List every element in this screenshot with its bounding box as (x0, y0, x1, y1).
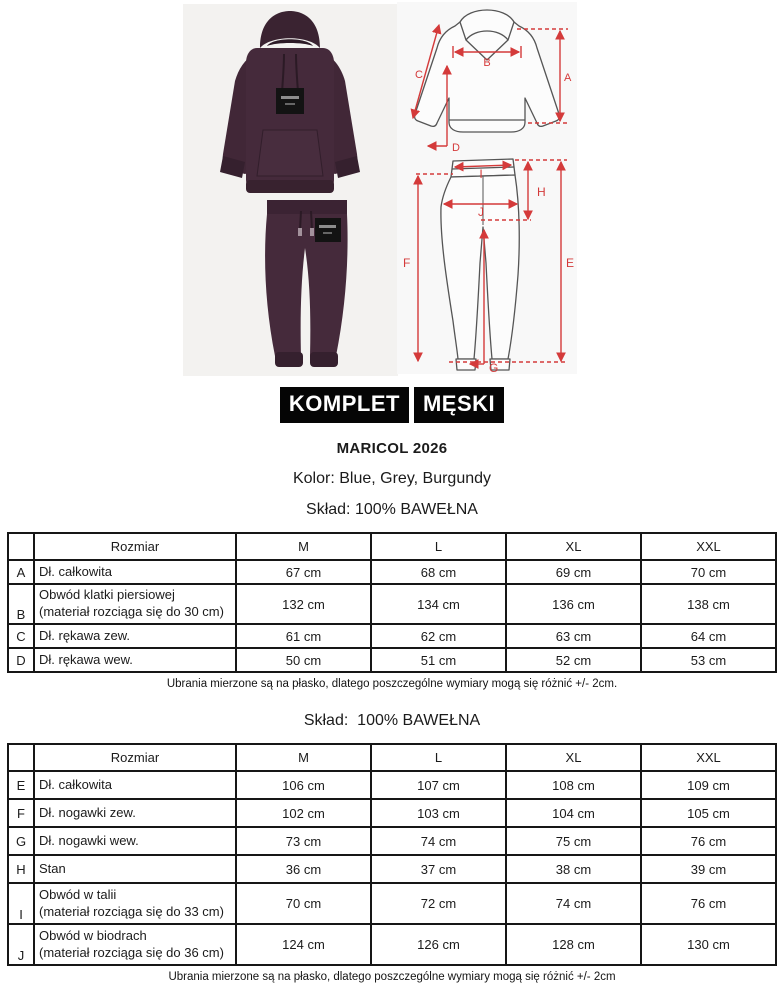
row-value: 39 cm (641, 855, 776, 883)
table-row (8, 648, 776, 672)
row-label: Dł. całkowita (34, 771, 236, 799)
row-value: 126 cm (371, 924, 506, 965)
table-row (8, 924, 776, 965)
row-label: Stan (34, 855, 236, 883)
measurement-note-pants: Ubrania mierzone są na płasko, dlatego poszczególne wymiary mogą się różnić +/- 2cm (168, 971, 616, 983)
row-value: 64 cm (641, 624, 776, 648)
row-value: 104 cm (506, 799, 641, 827)
header-col-l: L (371, 744, 506, 771)
table-header-row (8, 533, 776, 560)
hoodie-measurement-diagram (397, 2, 577, 153)
row-value: 68 cm (371, 560, 506, 584)
row-value: 62 cm (371, 624, 506, 648)
diagram-label-e: E (566, 256, 575, 270)
header-empty-cell (8, 744, 34, 771)
row-label-line1: Obwód klatki piersiowej (39, 587, 175, 603)
row-value: 53 cm (641, 648, 776, 672)
header-col-xl: XL (506, 533, 641, 560)
row-value: 52 cm (506, 648, 641, 672)
measurement-diagrams (397, 2, 577, 374)
composition-hoodie: Skład: 100% BAWEŁNA (306, 501, 478, 518)
row-label: Dł. rękawa zew. (34, 624, 236, 648)
title-word-meski: MĘSKI (414, 387, 504, 423)
composition-pants: Skład: 100% BAWEŁNA (303, 712, 481, 729)
row-label (34, 924, 236, 965)
row-value: 37 cm (371, 855, 506, 883)
row-label-line1: Obwód w talii (39, 886, 117, 902)
product-photo (183, 4, 398, 376)
diagram-label-j: J (478, 205, 484, 219)
row-key: A (8, 560, 34, 584)
header-col-m: M (236, 533, 371, 560)
header-col-xl: XL (506, 744, 641, 771)
row-value: 76 cm (641, 827, 776, 855)
table-row (8, 827, 776, 855)
row-key: F (8, 799, 34, 827)
row-value: 74 cm (506, 883, 641, 924)
color-options: Kolor: Blue, Grey, Burgundy (292, 470, 492, 487)
row-key: D (8, 648, 34, 672)
table-row (8, 799, 776, 827)
row-label-line2: (materiał rozciąga się do 30 cm) (39, 604, 224, 619)
hero-section (0, 0, 784, 380)
diagram-label-b: B (483, 57, 491, 69)
row-label (34, 584, 236, 624)
row-value: 128 cm (506, 924, 641, 965)
pants-measurement-diagram (397, 153, 577, 374)
row-key: E (8, 771, 34, 799)
row-value: 132 cm (236, 584, 371, 624)
table-row (8, 883, 776, 924)
row-key: B (8, 584, 34, 624)
row-label: Dł. rękawa wew. (34, 648, 236, 672)
model-name: MARICOL 2026 (336, 440, 448, 457)
row-value: 75 cm (506, 827, 641, 855)
title-word-komplet: KOMPLET (280, 387, 409, 423)
row-value: 102 cm (236, 799, 371, 827)
diagram-label-h: H (537, 185, 546, 199)
row-key: C (8, 624, 34, 648)
table-row (8, 624, 776, 648)
row-value: 107 cm (371, 771, 506, 799)
diagram-label-g: G (489, 361, 499, 374)
row-label-line2: (materiał rozciąga się do 33 cm) (39, 903, 224, 919)
row-value: 103 cm (371, 799, 506, 827)
row-value: 63 cm (506, 624, 641, 648)
row-value: 69 cm (506, 560, 641, 584)
row-value: 108 cm (506, 771, 641, 799)
row-label-line2: (materiał rozciąga się do 36 cm) (39, 944, 224, 960)
row-value: 138 cm (641, 584, 776, 624)
row-value: 109 cm (641, 771, 776, 799)
row-value: 124 cm (236, 924, 371, 965)
row-value: 61 cm (236, 624, 371, 648)
table-row (8, 560, 776, 584)
diagram-label-d: D (452, 142, 460, 153)
row-value: 51 cm (371, 648, 506, 672)
diagram-label-i: I (479, 167, 483, 181)
row-value: 106 cm (236, 771, 371, 799)
row-value: 130 cm (641, 924, 776, 965)
row-label: Dł. nogawki zew. (34, 799, 236, 827)
row-value: 70 cm (236, 883, 371, 924)
page-title (0, 387, 784, 423)
row-value: 70 cm (641, 560, 776, 584)
row-label: Dł. nogawki wew. (34, 827, 236, 855)
row-key: G (8, 827, 34, 855)
hoodie-size-table (7, 532, 777, 673)
row-value: 136 cm (506, 584, 641, 624)
row-key: J (8, 924, 34, 965)
row-value: 67 cm (236, 560, 371, 584)
header-size-label: Rozmiar (34, 533, 236, 560)
measurement-note-hoodie: Ubrania mierzone są na płasko, dlatego poszczególne wymiary mogą się różnić +/- 2cm. (166, 678, 618, 690)
diagram-label-c: C (415, 69, 423, 81)
row-value: 76 cm (641, 883, 776, 924)
row-label-line1: Obwód w biodrach (39, 927, 147, 943)
header-col-l: L (371, 533, 506, 560)
table-header-row (8, 744, 776, 771)
row-value: 38 cm (506, 855, 641, 883)
row-value: 73 cm (236, 827, 371, 855)
row-value: 36 cm (236, 855, 371, 883)
row-value: 74 cm (371, 827, 506, 855)
table-row (8, 771, 776, 799)
row-value: 72 cm (371, 883, 506, 924)
header-col-m: M (236, 744, 371, 771)
header-col-xxl: XXL (641, 533, 776, 560)
diagram-label-f: F (403, 256, 411, 270)
diagram-label-a: A (564, 72, 572, 84)
table-row (8, 584, 776, 624)
row-label (34, 883, 236, 924)
header-col-xxl: XXL (641, 744, 776, 771)
pants-size-table (7, 743, 777, 966)
row-key: I (8, 883, 34, 924)
row-value: 50 cm (236, 648, 371, 672)
row-value: 105 cm (641, 799, 776, 827)
row-value: 134 cm (371, 584, 506, 624)
tracksuit-photo-illustration (183, 4, 398, 376)
table-row (8, 855, 776, 883)
row-label: Dł. całkowita (34, 560, 236, 584)
row-key: H (8, 855, 34, 883)
header-size-label: Rozmiar (34, 744, 236, 771)
header-empty-cell (8, 533, 34, 560)
